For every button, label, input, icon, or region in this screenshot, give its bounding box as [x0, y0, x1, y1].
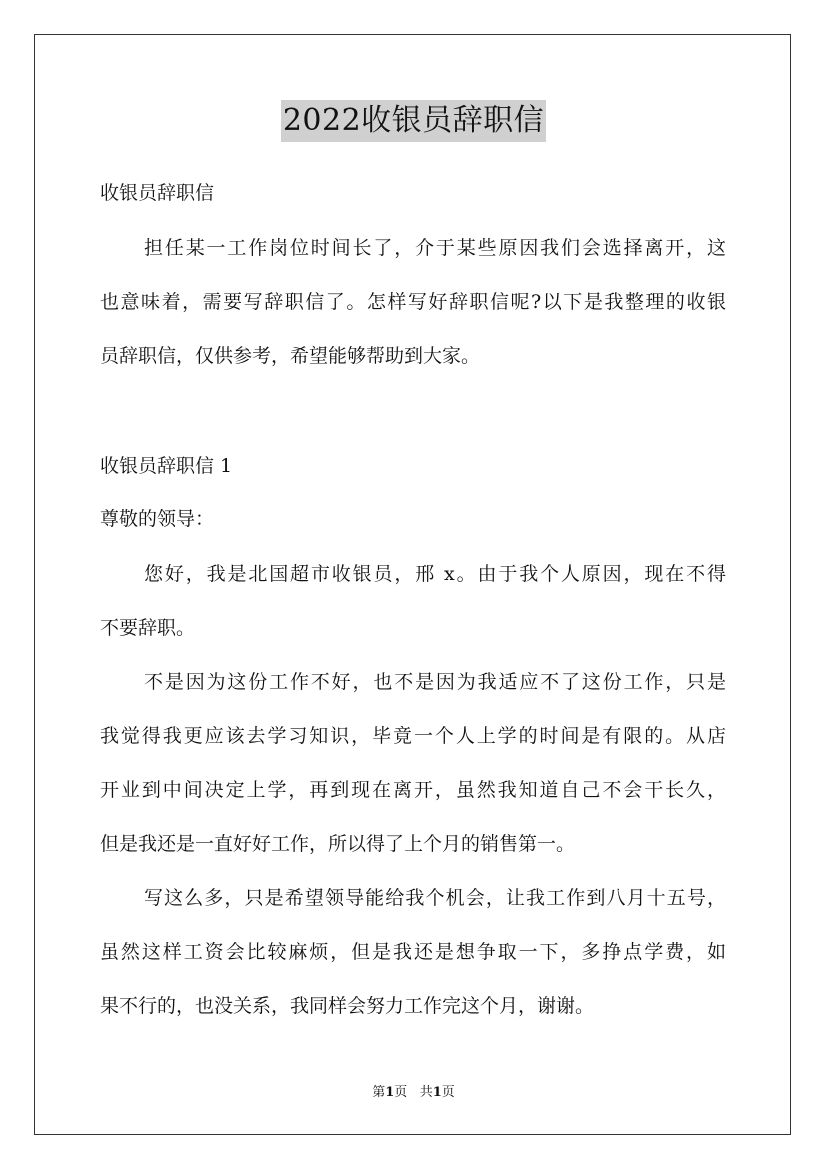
intro-line-3: 员辞职信，仅供参考，希望能够帮助到大家。: [100, 345, 481, 367]
footer-total-suffix: 页: [441, 1085, 455, 1100]
paragraph2-line-3: 开业到中间决定上学，再到现在离开，虽然我知道自己不会干长久，: [100, 779, 726, 801]
document-title: 2022收银员辞职信: [281, 100, 546, 142]
paragraph1-line-2: 不要辞职。: [100, 617, 196, 639]
footer-total-number: 1: [432, 1085, 442, 1100]
intro-heading: 收银员辞职信: [100, 182, 215, 204]
paragraph2-line-1: 不是因为这份工作不好，也不是因为我适应不了这份工作，只是: [144, 671, 726, 693]
paragraph3-line-1: 写这么多，只是希望领导能给我个机会，让我工作到八月十五号，: [144, 887, 726, 909]
intro-line-1: 担任某一工作岗位时间长了，介于某些原因我们会选择离开，这: [144, 237, 726, 259]
paragraph2-line-4: 但是我还是一直好好工作，所以得了上个月的销售第一。: [100, 833, 576, 855]
paragraph3-line-3: 果不行的，也没关系，我同样会努力工作完这个月，谢谢。: [100, 995, 595, 1017]
footer-page-suffix: 页: [394, 1085, 408, 1100]
letter-heading: 收银员辞职信 1: [100, 455, 233, 477]
footer-page-prefix: 第: [372, 1085, 386, 1100]
footer-page-number: 1: [385, 1085, 395, 1100]
paragraph3-line-2: 虽然这样工资会比较麻烦，但是我还是想争取一下，多挣点学费，如: [100, 941, 726, 963]
page-footer: [0, 1084, 827, 1102]
paragraph2-line-2: 我觉得我更应该去学习知识，毕竟一个人上学的时间是有限的。从店: [100, 725, 726, 747]
intro-line-2: 也意味着，需要写辞职信了。怎样写好辞职信呢?以下是我整理的收银: [100, 291, 726, 313]
salutation: 尊敬的领导：: [100, 508, 215, 530]
title-container: [0, 100, 827, 142]
footer-total-prefix: 共: [419, 1085, 433, 1100]
paragraph1-line-1: 您好，我是北国超市收银员，邢 x。由于我个人原因，现在不得: [144, 563, 726, 585]
